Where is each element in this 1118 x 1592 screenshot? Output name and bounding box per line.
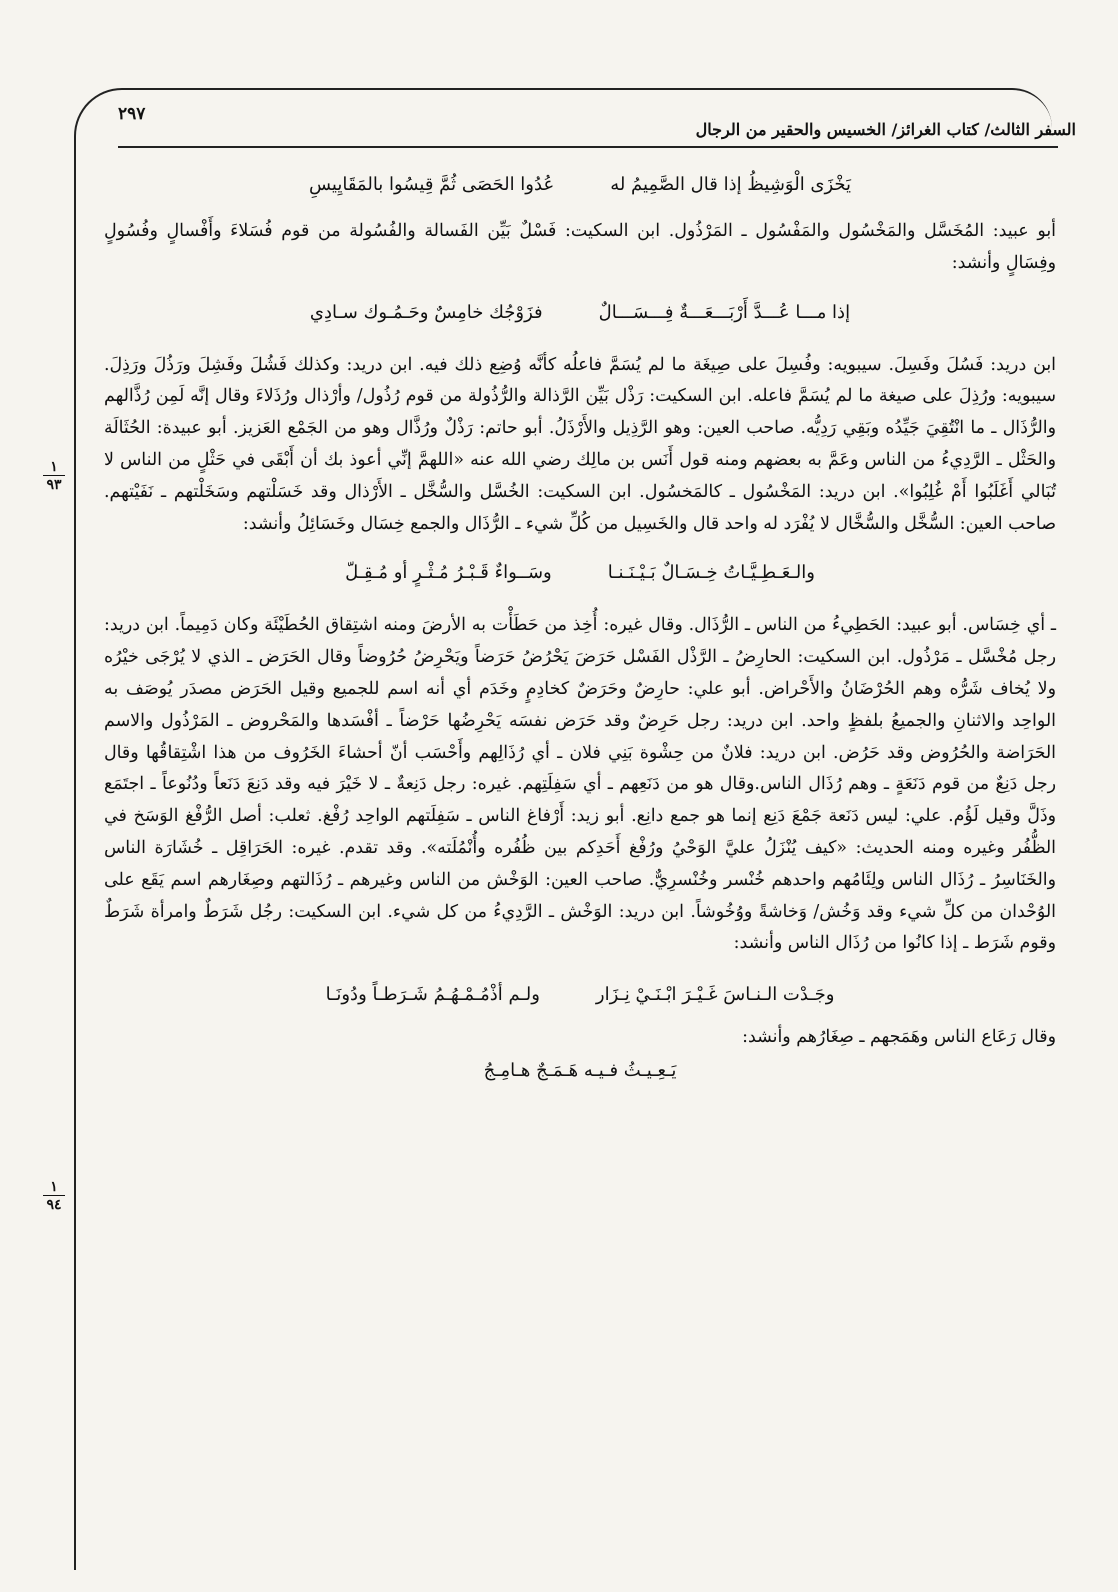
page-number: ٢٩٧ [118, 104, 146, 124]
verse-line [104, 168, 1056, 202]
folio-numerator: ١ [43, 460, 65, 476]
paragraph: ـ أي خِسَاس. أبو عبيد: الحَطِيءُ من الناس ـ الرُّذَال. وقال غيره: أُخِذ من حَطَأْت به الأرضَ ومنه اشتِقاق الحُطَيْئَة وكان دَمِيماً. ابن دريد: رجل مُخْسَّل ـ مَرْذُول. ابن السكيت: الحارِضُ ـ الرَّذْل الفَسْل حَرَضَ يَحْرُضُ حَرَضاً ويَحْرِضُ حُرُوضاً وقال الحَرَض ـ الذي لا يُرْجَى خيْرُه ولا يُخاف شَرُّه وهم الحُرْضَانُ والأَحْراض. أبو علي: حارِضٌ وحَرَضٌ كخادِمٍ وخَدَم أي أنه اسم للجميع وقيل الحَرَض مصدَر يُوصَف به الواحِد والاثنانِ والجميعُ بلفظٍ واحد. ابن دريد: رجل حَرِضٌ وقد حَرَض نفسَه يَحْرِضُها حَرْضاً ـ أفْسَدها والمَحْروض ـ المَرْذُول والاسم الحَرَاضة والحُرُوض وقد حَرُض. ابن دريد: فلانٌ من حِشْوة بَنِي فلان ـ أي رُذَالِهم وأَحْسَب أنّ أحشاءَ الخَرُوف من هذا اشْتِقاقُها وقال رجل دَنِعٌ من قوم دَنَعَةٍ ـ وهم رُذَال الناس.وقال هو من دَنَعِهم ـ أي سَفِلَتِهم. غيره: رجل دَنِعةٌ ـ لا خَيْرَ فيه وقد دَنِعَ دَنَعاً ودُنُوعاً ـ اجتَمَع وذَلَّ وقيل لَؤُم. علي: ليس دَنَعة جَمْعَ دَنِع إنما هو جمع دانِع. أبو زيد: أَرْفاغ الناس ـ سَفِلَتهم الواحِد رُفْغ. ثعلب: أصل الرُّفْغ الوَسَخ في الظُّفُر وغيره ومنه الحديث: «كيف يُنْزَلُ عليَّ الوَحْيُ ورُفْغ أَحَدِكم بين ظُفُره وأُنْمُلَته». وقد تقدم. غيره: الحَرَاقِل ـ خُشَارَة الناس والخَنَاسِرُ ـ رُذَال الناس ولِئَامُهم واحدهم خُنْسر وخُنْسرِيٌّ. صاحب العين: الوَخْش من الناس وغيرهم ـ رُذَالتهم وصِغَارهم اسم يَقَع على الوُحْدان من كلِّ شيء وقد وَخُش/ وَخاشةً ووُخُوشاً. ابن دريد: الوَخْش ـ الرَّدِيءُ من كل شيء. ابن السكيت: رجُل شَرَطٌ وامرأة شَرَطٌ وقوم شَرَط ـ إذا كانُوا من رُذَال الناس وأنشد: [104, 615, 1056, 954]
margin-folio-note [34, 1180, 74, 1213]
folio-numerator: ١ [43, 1180, 65, 1196]
paragraph: وقال رَعَاع الناس وهَمَجهم ـ صِغَارُهم وأنشد: [742, 1027, 1056, 1048]
verse-second-hemistich: فزَوْجُك خامِسٌ وحَـمُـوك سـادِي [309, 301, 543, 323]
paragraph: ابن دريد: فَسُلَ وفَسِلَ. سيبويه: وفُسِلَ على صِيغَة ما لم يُسَمَّ فاعلُه كأنَّه وُضِع ذلك فيه. ابن دريد: وكذلك فَشُلَ وفَشِلَ ورَذُلَ ورَذِلَ. سيبويه: ورُذِلَ على صيغة ما لم يُسَمَّ فاعله. ابن السكيت: رَذْل بَيِّن الرَّذالة والرُّذُولة من قوم رُذُول/ وأرْذال ورُذَلاءَ وقال إنَّه لَمِن رُذَّالهم والرُّذَال ـ ما انْتُقِيَ جَيِّدُه وبَقِي رَدِيُّه. صاحب العين: وهو الرَّذِيل والأَرْذَلُ. أبو حاتم: رَذْلٌ ورُذَّال وهو من الجَمْع العَزيز. أبو عبيدة: الحُثَالَة والحَثْل ـ الرَّدِيءُ من الناس وعَمَّ به بعضهم ومنه قول أَنَس بن مالِك رضي الله عنه «اللهمَّ إنِّي أعوذ بك أن أَبْقَى في حَثْلٍ من الناس لا تُبَالي أَغَلَبُوا أَمْ غُلِبُوا». ابن دريد: المَخْسُول ـ كالمَخسُول. ابن السكيت: الخُسَّل والسُّخَّل ـ الأَرْذال وقد خَسَلْتهم وسَخَلْتهم ـ نَفَيْتهم. صاحب العين: السُّخَّل والسُّخَّال لا يُفْرَد له واحد قال والخَسِيل من كُلِّ شيء ـ الرُّذَال والجمع خِسَال وخَسَائِلُ وأنشد: [104, 354, 1056, 534]
verse-line [104, 978, 1056, 1012]
header-rule [118, 146, 1058, 148]
verse-first-hemistich: يَخْزَى الْوَشِيظُ إذا قال الصَّمِيمُ له [610, 174, 852, 195]
verse-first-hemistich: والـعَـطِـيَّـاتُ خِـسَـالٌ بَـيْـنَـنـا [607, 562, 815, 584]
verse-second-hemistich: وسَــواءٌ قَـبْـرُ مُـثْـرٍ أو مُـقِـلّ [345, 562, 552, 584]
verse-second-hemistich: عُدُوا الحَصَى ثُمَّ قِيسُوا بالمَقَايِيسِ [308, 174, 555, 195]
paragraph: أبو عبيد: المُخَسَّل والمَخْسُول والمَفْسُول ـ المَرْذُول. ابن السكيت: فَسْلٌ بَيِّن الفَسالة والفُسُولة من قوم فُسَلاءَ وأَفْسالٍ وفُسُولٍ وفِسَالٍ وأنشد: [104, 221, 1056, 273]
verse-first-hemistich: إذا مـــا عُـــدَّ أَرْبَـــعَـــةٌ فِـــسَـــالٌ [598, 301, 851, 323]
verse-line [104, 556, 1056, 590]
verse-first-hemistich: وجَـدْت الـنـاسَ غَـيْـرَ ابْـنَـيْ نِـزَار [595, 984, 835, 1006]
verse-second-hemistich: ولـم أذْمُـمْـهُـمُ شَـرَطـاً ودُونَـا [325, 984, 540, 1006]
folio-denominator: ٩٤ [46, 1197, 62, 1213]
running-header: السفر الثالث/ كتاب الغرائز/ الخسيس والحقير من الرجال [695, 120, 1076, 139]
folio-denominator: ٩٣ [46, 477, 62, 493]
margin-folio-note [34, 460, 74, 493]
verse-line [104, 296, 1056, 330]
page-body [104, 164, 1056, 1088]
verse-line: يَـعِـيـثُ فـيـه هَـمَـجٌ هـامِـجُ [483, 1059, 677, 1081]
